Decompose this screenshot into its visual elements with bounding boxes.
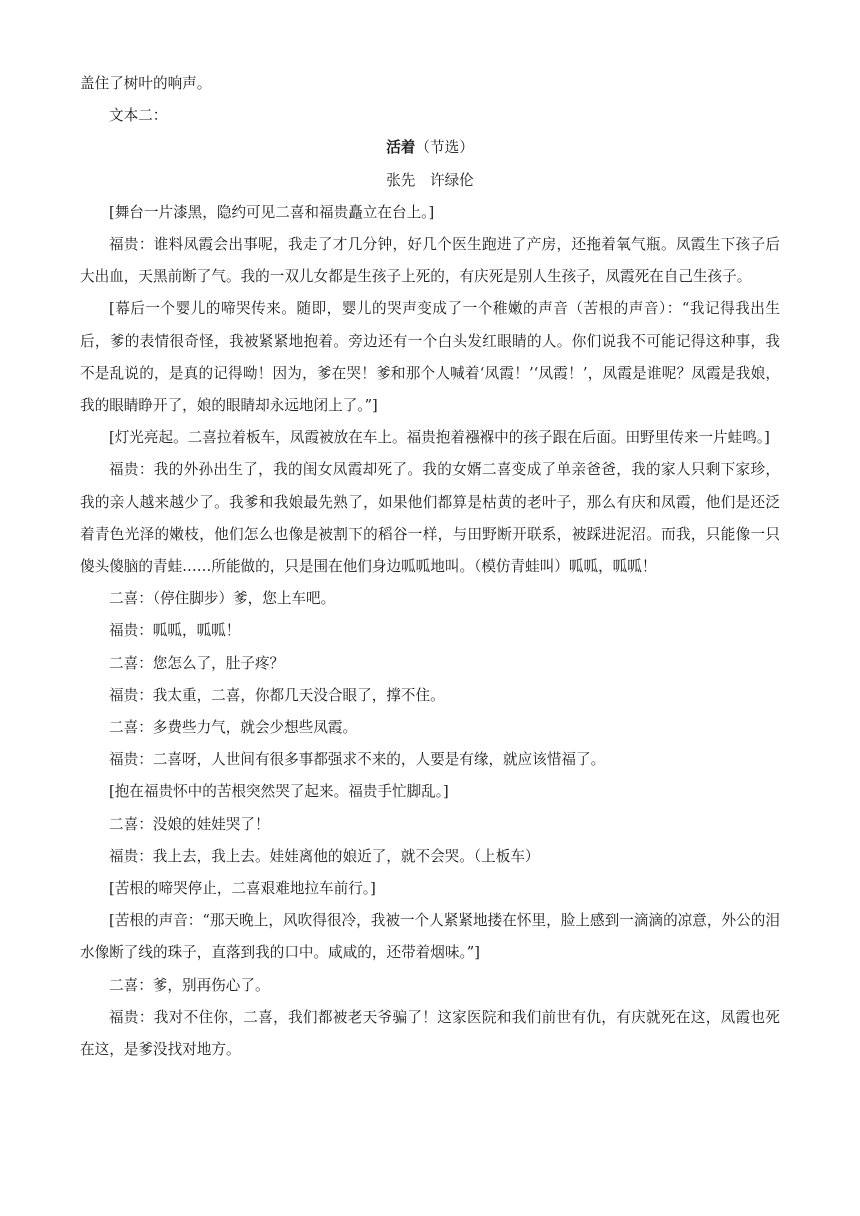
paragraph: [苦根的啼哭停止，二喜艰难地拉车前行。] — [109, 880, 376, 898]
paragraph: [幕后一个婴儿的啼哭传来。随即，婴儿的哭声变成了一个稚嫩的声音（苦根的声音）：“我记得我出生后，爹的表情很奇怪，我被紧紧地抱着。旁边还有一个白头发红眼睛的人。你们说我不可能记得这种事，我不是乱说的，是真的记得呦！因为，爹在哭！爹和那个人喊着‘凤霞！’‘凤霞！’，凤霞是谁呢？凤霞是我娘，我的眼睛睁开了，娘的眼睛却永远地闭上了。”] — [80, 300, 780, 415]
continuation-line: 盖住了树叶的响声。 — [80, 75, 212, 92]
paragraph: 二喜：您怎么了，肚子疼？ — [109, 654, 285, 672]
paragraph: 二喜：（停住脚步）爹，您上车吧。 — [109, 590, 336, 608]
document-title — [80, 132, 780, 164]
paragraph: 福贵：我的外孙出生了，我的闺女凤霞却死了。我的女婿二喜变成了单亲爸爸，我的家人只剩下家珍，我的亲人越来越少了。我爹和我娘最先熟了，如果他们都算是枯黄的老叶子，那么有庆和凤霞，他们是还泛着青色光泽的嫩枝，他们怎么也像是被割下的稻谷一样，与田野断开联系，被踩进泥沼。而我，只能像一只傻头傻脑的青蛙……所能做的，只是围在他们身边呱呱地叫。（模仿青蛙叫）呱呱，呱呱！ — [80, 461, 780, 576]
paragraph: [抱在福贵怀中的苦根突然哭了起来。福贵手忙脚乱。] — [109, 783, 449, 801]
title-note: （节选） — [415, 139, 474, 157]
title-text: 活着 — [386, 139, 416, 157]
section-label: 文本二： — [109, 107, 168, 125]
paragraph: 福贵：我对不住你，二喜，我们都被老天爷骗了！这家医院和我们前世有仇，有庆就死在这，凤霞也死在这，是爹没找对地方。 — [80, 1008, 780, 1059]
paragraph: 二喜：没娘的娃娃哭了！ — [109, 815, 270, 833]
paragraph: 福贵：我上去，我上去。娃娃离他的娘近了，就不会哭。（上板车） — [109, 847, 540, 865]
paragraph: 二喜：爹，别再伤心了。 — [109, 976, 270, 994]
document-page — [80, 68, 780, 1066]
paragraph: 福贵：二喜呀，人世间有很多事都强求不来的，人要是有缘，就应该惜福了。 — [109, 751, 606, 769]
paragraph: [苦根的声音：“那天晚上，风吹得很冷，我被一个人紧紧地搂在怀里，脸上感到一滴滴的凉意，外公的泪水像断了线的珠子，直落到我的口中。咸咸的，还带着烟味。”] — [80, 912, 780, 962]
paragraph: [灯光亮起。二喜拉着板车，凤霞被放在车上。福贵抱着襁褓中的孩子跟在后面。田野里传来一片蛙鸣。] — [109, 429, 770, 447]
paragraph: 福贵：谁料凤霞会出事呢，我走了才几分钟，好几个医生跑进了产房，还拖着氧气瓶。凤霞生下孩子后大出血，天黑前断了气。我的一双儿女都是生孩子上死的，有庆死是别人生孩子，凤霞死在自己生孩子。 — [80, 236, 780, 286]
paragraph: 二喜：多费些力气，就会少想些凤霞。 — [109, 719, 358, 737]
authors-line: 张先 许绿伦 — [386, 171, 474, 189]
paragraph: 福贵：我太重，二喜，你都几天没合眼了，撑不住。 — [109, 686, 445, 704]
paragraph: [舞台一片漆黑，隐约可见二喜和福贵矗立在台上。] — [109, 203, 435, 221]
paragraph: 福贵：呱呱，呱呱！ — [109, 622, 241, 640]
